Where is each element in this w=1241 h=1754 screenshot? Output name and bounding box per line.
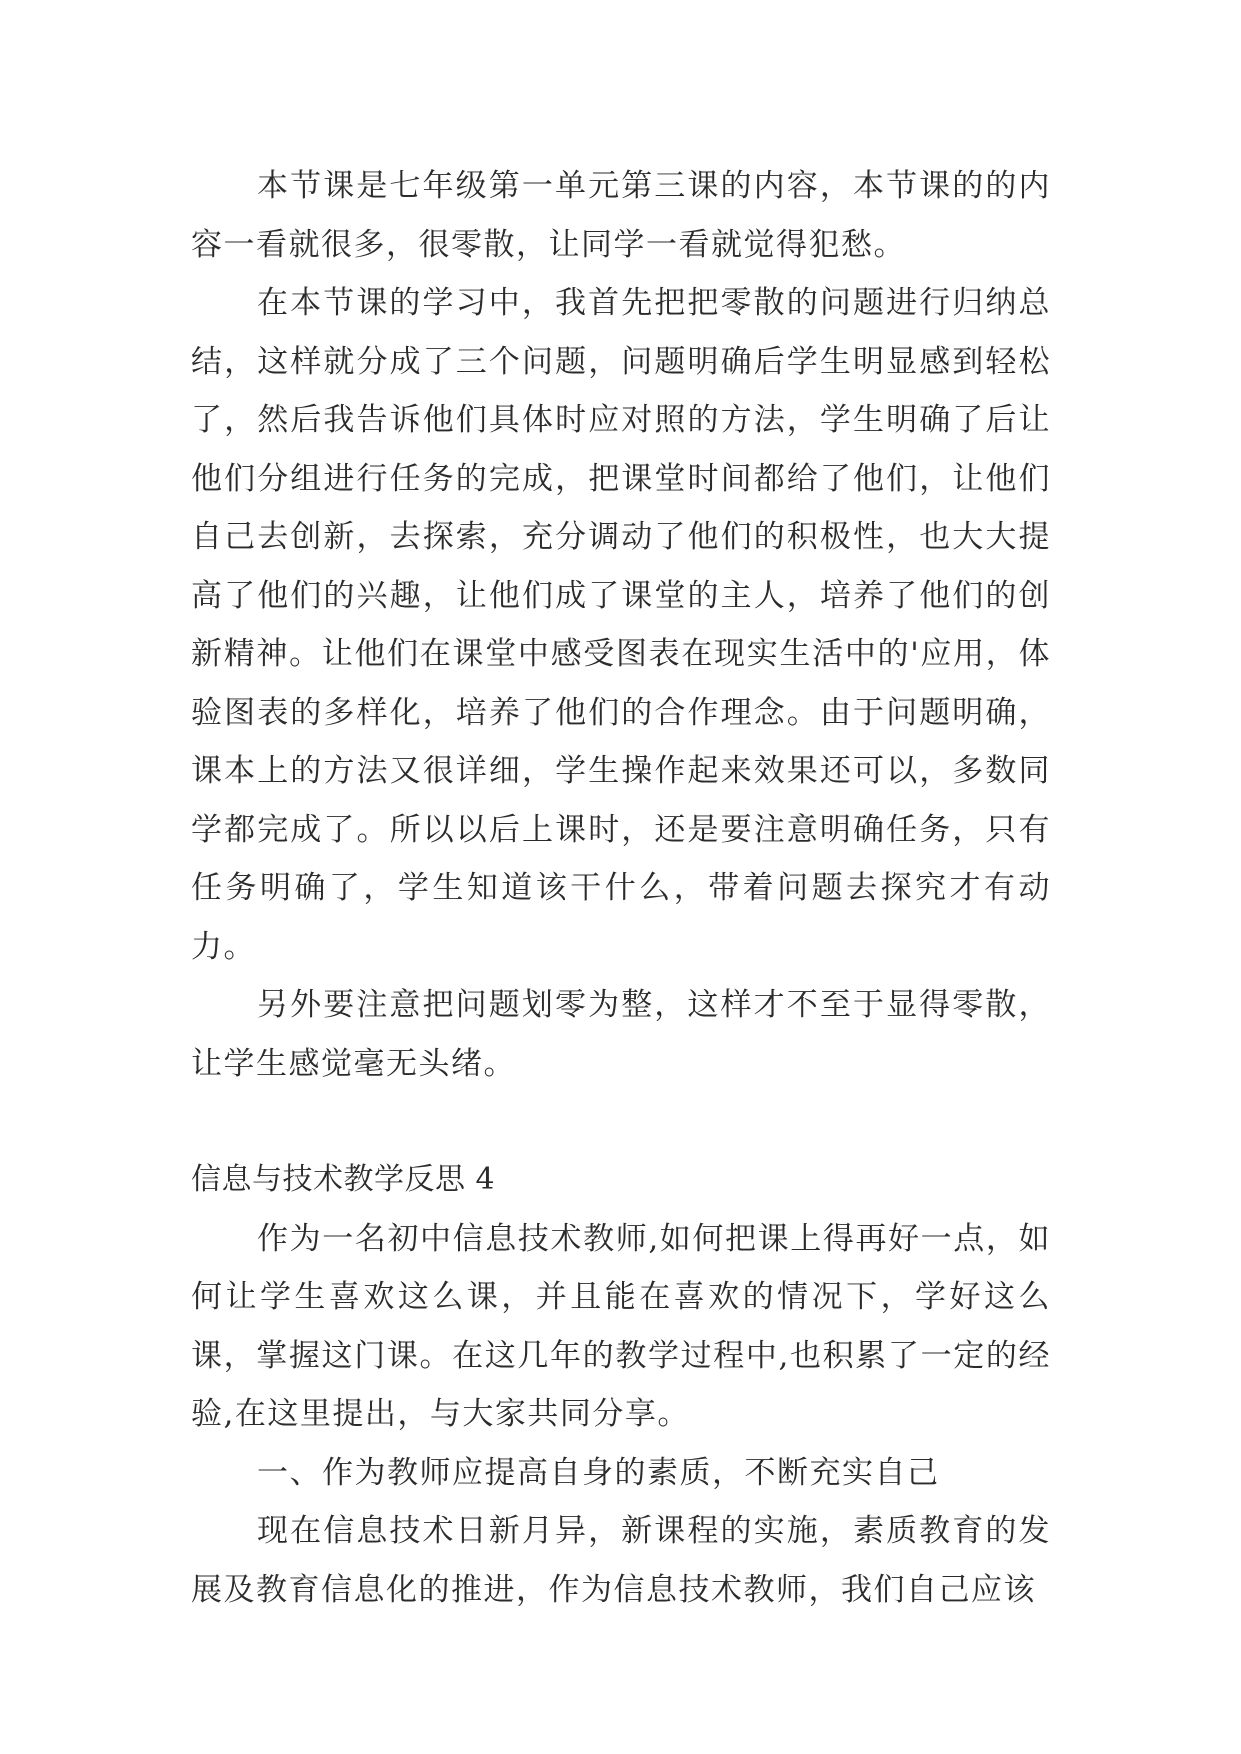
paragraph-point-one-body: 现在信息技术日新月异，新课程的实施，素质教育的发展及教育信息化的推进，作为信息技术教师，我们自己应该 <box>191 1513 1051 1608</box>
section-gap <box>191 1093 1051 1151</box>
paragraph-point-one-heading: 一、作为教师应提高自身的素质，不断充实自己 <box>257 1454 940 1491</box>
paragraph-lesson-process: 在本节课的学习中，我首先把把零散的问题进行归纳总结，这样就分成了三个问题，问题明确后学生明显感到轻松了，然后我告诉他们具体时应对照的方法，学生明确了后让他们分组进行任务的完成，把课堂时间都给了他们，让他们自己去创新，去探索，充分调动了他们的积极性，也大大提高了他们的兴趣，让他们成了课堂的主人，培养了他们的创新精神。让他们在课堂中感受图表在现实生活中的'应用，体验图表的多样化，培养了他们的合作理念。由于问题明确，课本上的方法又很详细，学生操作起来效果还可以，多数同学都完成了。所以以后上课时，还是要注意明确任务，只有任务明确了，学生知道该干什么，带着问题去探究才有动力。 <box>191 285 1051 965</box>
paragraph-lesson-note: 另外要注意把问题划零为整，这样才不至于显得零散，让学生感觉毫无头绪。 <box>191 987 1051 1082</box>
document-body <box>191 157 1051 1619</box>
paragraph-lesson-intro: 本节课是七年级第一单元第三课的内容，本节课的的内容一看就很多，很零散，让同学一看就觉得犯愁。 <box>191 168 1051 263</box>
paragraph-intro-reflection: 作为一名初中信息技术教师,如何把课上得再好一点，如何让学生喜欢这么课，并且能在喜欢的情况下，学好这么课，掌握这门课。在这几年的教学过程中,也积累了一定的经验,在这里提出，与大家共同分享。 <box>191 1220 1051 1432</box>
section-title: 信息与技术教学反思 4 <box>191 1162 496 1197</box>
